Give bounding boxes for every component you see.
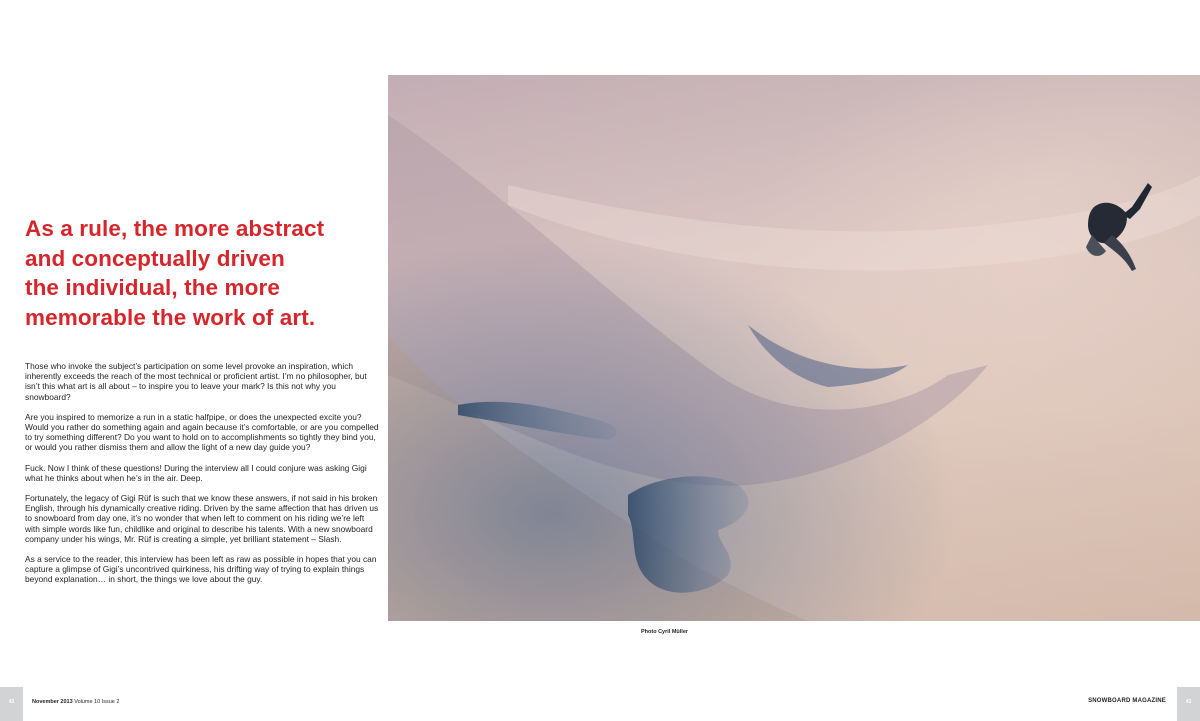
body-paragraph: Fuck. Now I think of these questions! During the interview all I could conjure was asking Gigi what he thinks about when he’s in the air. Deep.: [25, 462, 367, 483]
snowboarder-photo: [388, 75, 1200, 621]
right-page-number: 43: [1185, 699, 1192, 705]
pullquote-line: and conceptually driven: [25, 245, 285, 271]
issue-volume: Volume 10 Issue 2: [72, 699, 120, 705]
pullquote-line: memorable the work of art.: [25, 304, 316, 330]
photo-caption: Photo Cyril Müller: [640, 629, 689, 635]
body-paragraph: Are you inspired to memorize a run in a static halfpipe, or does the unexpected excite you? Would you rather do something again and again because it’s comfortable, or are you compelled to try something different? Do you want to hold on to accomplishments so tightly they bind you, or would you rather dismiss them and allow the light of a new day guide you?: [25, 411, 379, 453]
issue-date: November 2013: [32, 699, 73, 705]
body-paragraph: As a service to the reader, this interview has been left as raw as possible in hopes that you can capture a glimpse of Gigi’s uncontrived quirkiness, his drifting way of trying to explain things beyond explanation… in short, the things we love about the guy.: [25, 554, 377, 585]
left-page-number: 42: [8, 699, 15, 705]
pullquote-line: the individual, the more: [25, 275, 280, 300]
left-page-number-tab: [0, 687, 23, 721]
pullquote-line: As a rule, the more abstract: [25, 216, 325, 241]
issue-info: [32, 699, 119, 705]
article-body: [25, 361, 381, 595]
magazine-name: SNOWBOARD MAGAZINE: [1088, 698, 1166, 704]
right-page-number-tab: [1177, 687, 1200, 721]
pullquote-heading: [25, 214, 375, 332]
snow-slope-illustration: [388, 75, 1200, 621]
body-paragraph: Fortunately, the legacy of Gigi Rüf is such that we know these answers, if not said in his broken English, through his dynamically creative riding. Driven by the same affection that has driven us to snowboard from day one, it’s no wonder that when left to comment on his riding we’re left with simple words like fun, childlike and original to describe his talents. With a new snowboard company under his wings, Mr. Rüf is creating a simple, yet brilliant statement – Slash.: [25, 493, 379, 544]
body-paragraph: Those who invoke the subject’s participation on some level provoke an inspiration, which inherently exceeds the reach of the most technical or proficient artist. I’m no philosopher, but isn’t this what art is all about – to inspire you to leave your mark? Is this not why you snowboard?: [25, 361, 367, 402]
